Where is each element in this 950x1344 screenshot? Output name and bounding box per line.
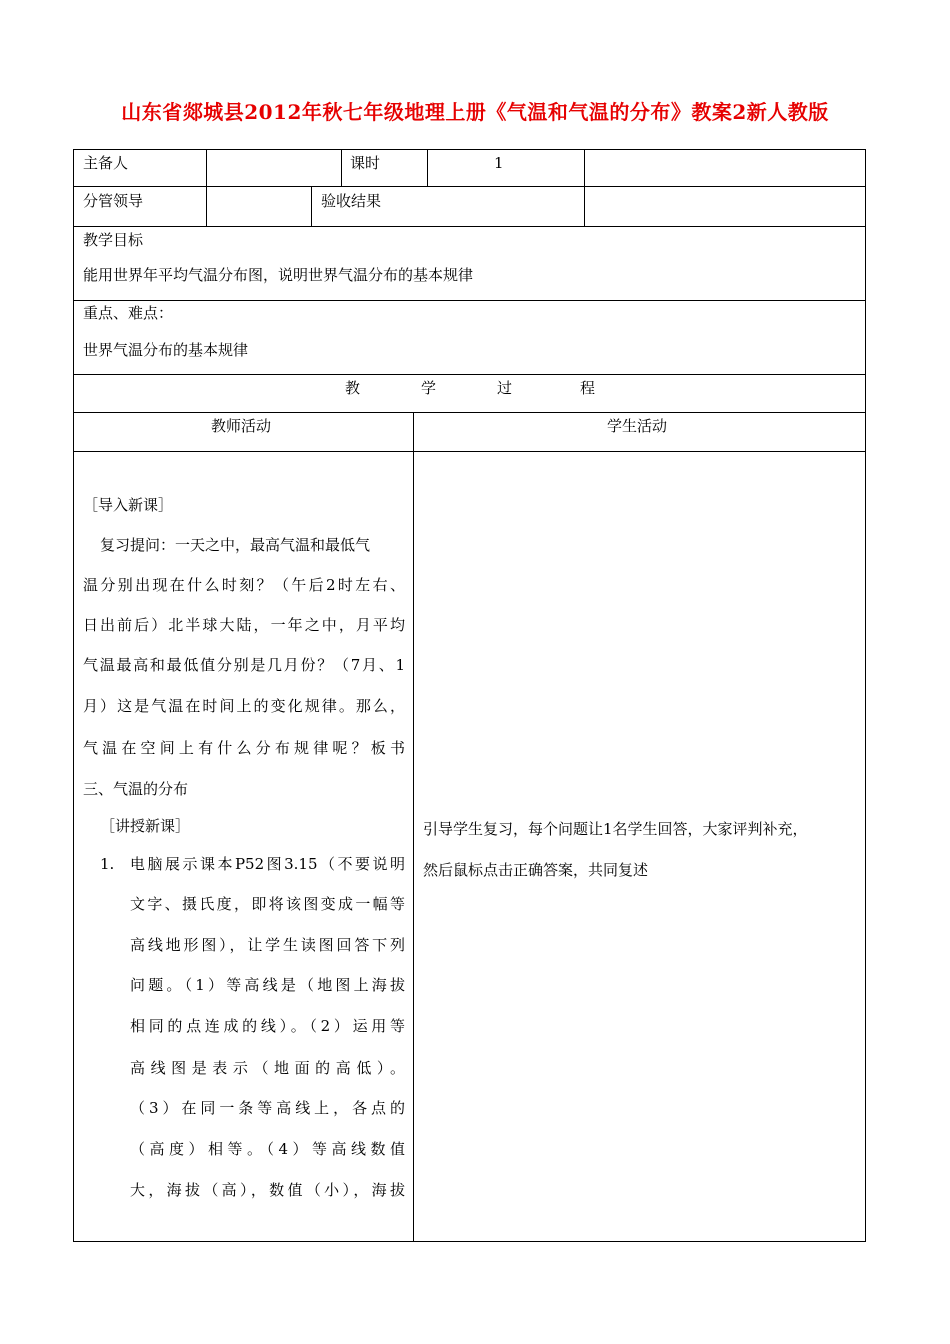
- row-divider: [73, 300, 866, 301]
- col-divider: [584, 149, 585, 186]
- item-line: 电脑展示课本P52图3.15（不要说明: [130, 855, 405, 873]
- row-divider: [73, 374, 866, 375]
- row-divider: [73, 186, 866, 187]
- item-line: （高度）相等。（4）等高线数值: [130, 1140, 405, 1158]
- process-char: 过: [497, 379, 513, 397]
- periods-label: 课时: [350, 154, 381, 172]
- process-char: 学: [421, 379, 437, 397]
- intro-line: 气温最高和最低值分别是几月份？（7月、1: [83, 656, 405, 674]
- table-frame: [73, 149, 866, 1242]
- intro-line: 温分别出现在什么时刻？（午后2时左右、: [83, 576, 405, 594]
- col-divider: [341, 149, 342, 186]
- col-divider: [311, 186, 312, 226]
- intro-line: 月）这是气温在时间上的变化规律。那么，: [83, 697, 405, 715]
- item-line: 问题。（1）等高线是（地图上海拔: [130, 976, 405, 994]
- document-title: 山东省郯城县2012年秋七年级地理上册《气温和气温的分布》教案2新人教版: [121, 100, 829, 124]
- student-column-header: 学生活动: [607, 417, 668, 435]
- col-divider: [206, 149, 207, 186]
- intro-line: 气温在空间上有什么分布规律呢？板书: [83, 739, 405, 757]
- col-divider: [206, 186, 207, 226]
- key-points-text: 世界气温分布的基本规律: [83, 341, 249, 359]
- objectives-text: 能用世界年平均气温分布图，说明世界气温分布的基本规律: [83, 266, 474, 284]
- intro-line: 三、气温的分布: [83, 780, 189, 798]
- item-line: 相同的点连成的线）。（2）运用等: [130, 1017, 405, 1035]
- periods-value: 1: [494, 154, 504, 172]
- col-divider: [584, 186, 585, 226]
- new-lesson-heading: ［讲授新课］: [100, 817, 191, 835]
- item-line: 高线图是表示（地面的高低）。: [130, 1059, 405, 1077]
- col-divider: [427, 149, 428, 186]
- review-label: 验收结果: [321, 192, 382, 210]
- row-divider: [73, 412, 866, 413]
- item-line: 文字、摄氏度，即将该图变成一幅等: [130, 895, 405, 913]
- supervisor-label: 分管领导: [83, 192, 144, 210]
- col-divider: [413, 412, 414, 1242]
- student-activity-line: 引导学生复习，每个问题让1名学生回答，大家评判补充，: [423, 820, 808, 838]
- row-divider: [73, 226, 866, 227]
- key-points-label: 重点、难点：: [83, 304, 174, 322]
- item-line: 大，海拔（高），数值（小），海拔: [130, 1181, 405, 1199]
- row-divider: [73, 451, 866, 452]
- item-number: 1.: [100, 855, 115, 873]
- student-activity-line: 然后鼠标点击正确答案，共同复述: [423, 861, 649, 879]
- item-line: 高线地形图），让学生读图回答下列: [130, 936, 405, 954]
- process-char: 程: [580, 379, 596, 397]
- teacher-column-header: 教师活动: [211, 417, 272, 435]
- lead-teacher-label: 主备人: [83, 154, 129, 172]
- intro-line: 复习提问：一天之中，最高气温和最低气: [100, 536, 371, 554]
- process-char: 教: [345, 379, 361, 397]
- item-line: （3）在同一条等高线上，各点的: [130, 1099, 405, 1117]
- intro-line: 日出前后）北半球大陆，一年之中，月平均: [83, 616, 405, 634]
- objectives-label: 教学目标: [83, 231, 144, 249]
- intro-heading: ［导入新课］: [83, 496, 174, 514]
